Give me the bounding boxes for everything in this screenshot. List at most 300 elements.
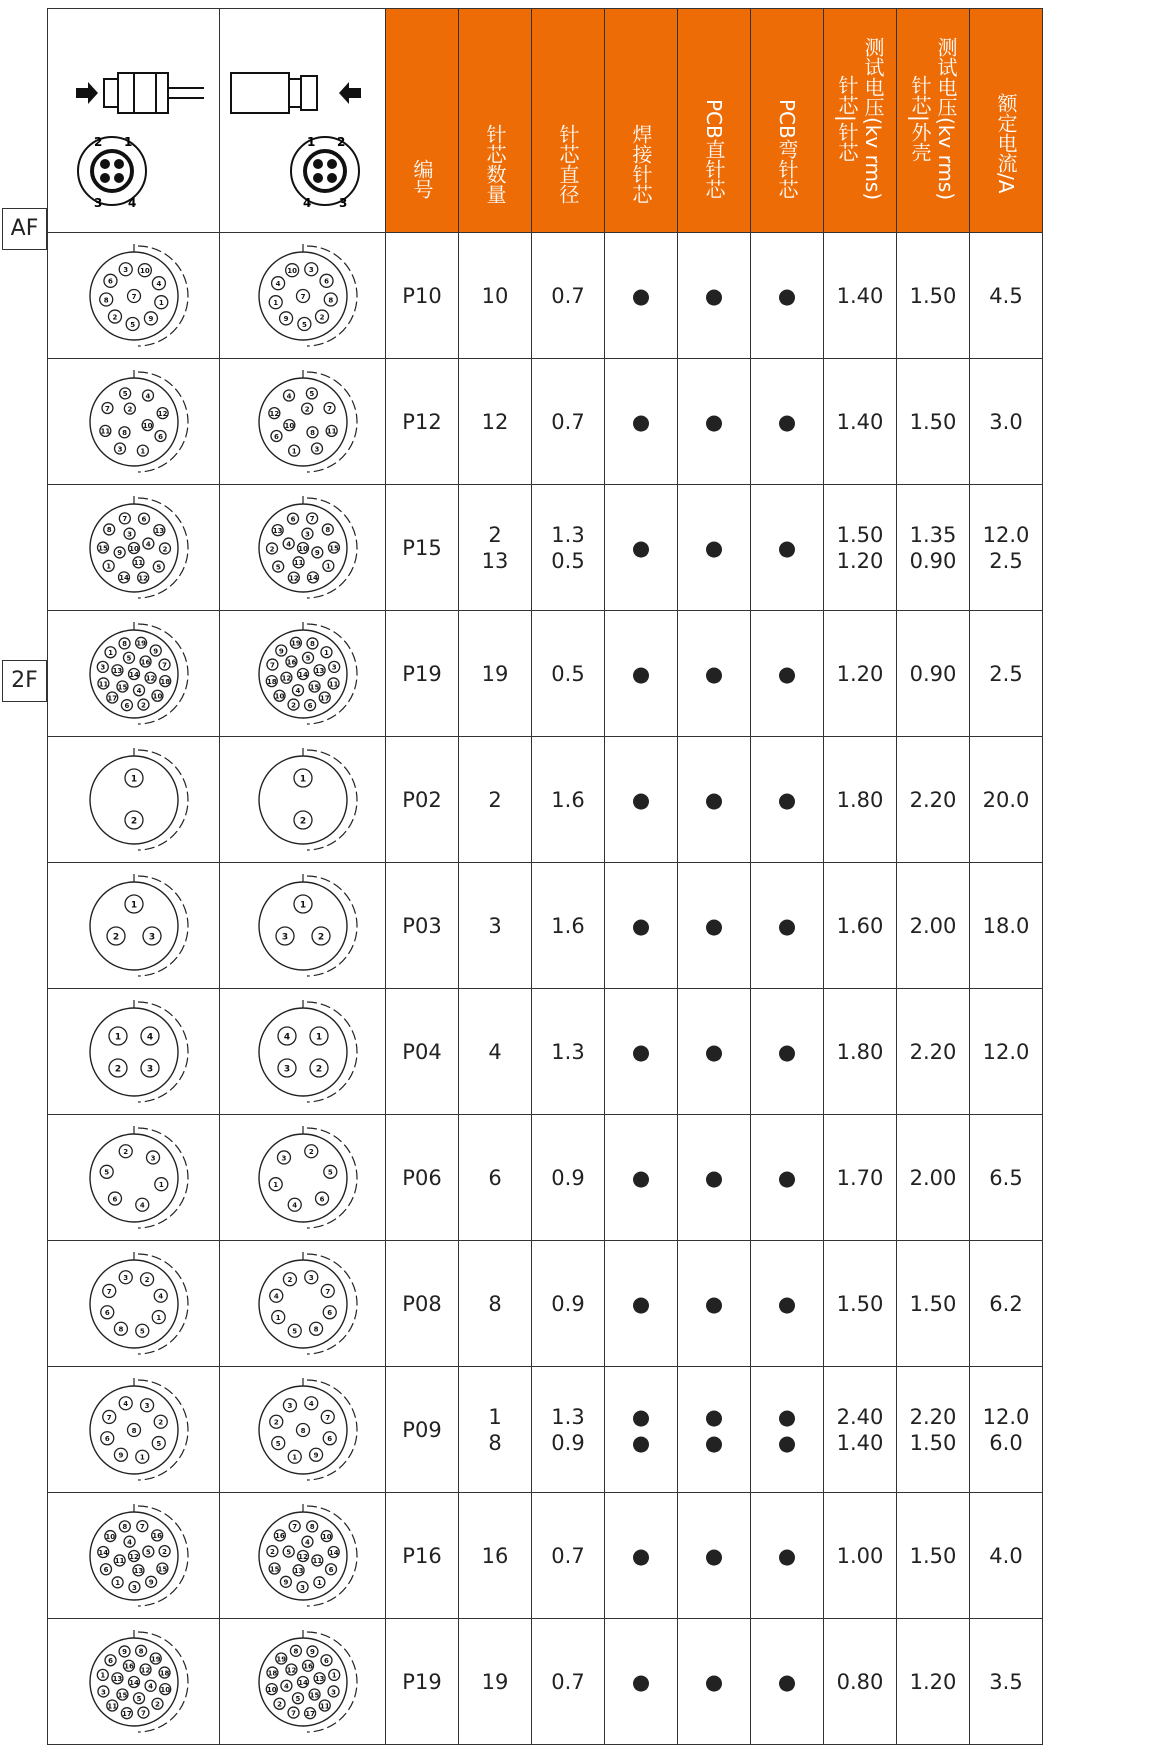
pin-number: 2 xyxy=(315,1064,322,1074)
socket-layout-cell xyxy=(220,611,386,737)
rated-current-cell xyxy=(970,1115,1043,1241)
pin-diameter-cell-value: 1.3 xyxy=(551,1039,585,1064)
pin-number: 1 xyxy=(315,1032,322,1042)
pin-number: 13 xyxy=(293,1566,303,1575)
pin-number: 1 xyxy=(323,648,329,657)
availability-dot-icon: ● xyxy=(704,409,724,434)
availability-dot-icon: ● xyxy=(631,1404,651,1429)
test-voltage-pin-pin-cell xyxy=(824,1619,897,1745)
plug-pin-layout-icon xyxy=(79,871,189,981)
pin-number: 5 xyxy=(126,654,131,663)
test-voltage-pin-pin-cell-value: 1.70 xyxy=(836,1165,884,1190)
header-diagram-socket xyxy=(220,9,386,233)
availability-dot-icon: ● xyxy=(631,1165,651,1190)
pin-number: 4 xyxy=(146,1032,153,1042)
pin-number: 4 xyxy=(147,1682,153,1691)
pin-number: 5 xyxy=(275,562,281,571)
pin-number: 5 xyxy=(327,1168,333,1177)
test-voltage-pin-shell-cell-value: 2.00 xyxy=(909,913,957,938)
pin-number: 2 xyxy=(162,544,167,553)
pin-count-cell-value: 13 xyxy=(481,548,509,573)
pin-number: 2 xyxy=(304,404,310,413)
pin-number: 6 xyxy=(123,701,129,710)
solder-pin-cell xyxy=(605,485,678,611)
pin-number: 8 xyxy=(324,525,330,534)
table-row xyxy=(48,1115,1043,1241)
pcb-straight-cell xyxy=(678,1241,751,1367)
pin-number: 10 xyxy=(321,1532,332,1541)
pcb-bent-cell xyxy=(751,1619,824,1745)
pin-number: 14 xyxy=(97,1548,108,1557)
plug-pin-layout-icon xyxy=(79,241,189,351)
pin-number: 2 xyxy=(276,1700,282,1709)
pin-number: 3 xyxy=(299,1583,305,1592)
table-row xyxy=(48,863,1043,989)
pin-number: 4 xyxy=(295,686,300,695)
pin-number: 9 xyxy=(148,1578,154,1587)
availability-dot-icon: ● xyxy=(704,787,724,812)
pin-diameter-cell xyxy=(532,737,605,863)
pin-number: 19 xyxy=(275,1654,286,1663)
solder-pin-cell xyxy=(605,359,678,485)
pin-number: 15 xyxy=(157,1564,167,1573)
header-pin-count: 针芯数量 xyxy=(459,9,532,233)
pin-number: 9 xyxy=(147,314,153,323)
plug-layout-cell xyxy=(48,863,220,989)
spec-table xyxy=(47,8,1043,1745)
test-voltage-pin-pin-cell-value: 1.40 xyxy=(836,283,884,308)
pin-number: 5 xyxy=(295,1694,300,1703)
table-row xyxy=(48,1241,1043,1367)
pcb-straight-cell xyxy=(678,359,751,485)
test-voltage-pin-shell-cell xyxy=(897,989,970,1115)
rated-current-cell-value: 4.0 xyxy=(989,1543,1023,1568)
table-row xyxy=(48,1367,1043,1493)
test-voltage-pin-shell-cell-value: 0.90 xyxy=(909,661,957,686)
pin-number: 2 xyxy=(308,1147,314,1156)
pin-number: 15 xyxy=(309,1690,319,1699)
rated-current-cell-value: 20.0 xyxy=(982,787,1030,812)
pin-number: 7 xyxy=(140,1708,146,1717)
pin-number: 1 xyxy=(155,1313,161,1322)
plug-pin-layout-icon xyxy=(79,1375,189,1485)
pin-number: 6 xyxy=(107,277,113,286)
pin-number: 9 xyxy=(278,646,284,655)
pin-number: 2 xyxy=(157,1418,163,1427)
pin-count-cell xyxy=(459,1241,532,1367)
rated-current-cell-value: 3.5 xyxy=(989,1669,1023,1694)
plug-pin-label: 1 xyxy=(123,134,132,149)
plug-pin-layout-icon xyxy=(79,1501,189,1611)
pin-number: 11 xyxy=(293,558,303,567)
pin-number: 3 xyxy=(150,1153,155,1162)
test-voltage-pin-shell-cell xyxy=(897,1493,970,1619)
pin-count-cell-value: 4 xyxy=(488,1039,502,1064)
pin-number: 3 xyxy=(148,932,155,942)
pin-number: 1 xyxy=(275,1313,281,1322)
availability-dot-icon: ● xyxy=(631,1291,651,1316)
table-row xyxy=(48,737,1043,863)
pin-diameter-cell-value: 1.6 xyxy=(551,913,585,938)
socket-pin-layout-icon xyxy=(248,1627,358,1737)
pin-diameter-cell-value: 0.7 xyxy=(551,1669,585,1694)
pcb-straight-cell xyxy=(678,1619,751,1745)
plug-pin-layout-icon xyxy=(79,619,189,729)
pin-count-cell-value: 10 xyxy=(481,283,509,308)
availability-dot-icon: ● xyxy=(777,913,797,938)
pin-count-cell xyxy=(459,359,532,485)
code-cell: P19 xyxy=(386,1619,459,1745)
pin-number: 4 xyxy=(155,279,161,288)
test-voltage-pin-shell-cell-value: 2.00 xyxy=(909,1165,957,1190)
pin-number: 4 xyxy=(308,1399,314,1408)
rated-current-cell xyxy=(970,233,1043,359)
test-voltage-pin-pin-cell xyxy=(824,233,897,359)
pin-number: 14 xyxy=(297,1678,308,1687)
availability-dot-icon: ● xyxy=(631,913,651,938)
socket-pin-layout-icon xyxy=(248,997,358,1107)
pin-count-cell-value: 3 xyxy=(488,913,502,938)
test-voltage-pin-shell-cell xyxy=(897,1367,970,1493)
pcb-bent-cell xyxy=(751,233,824,359)
header-pcb-straight: PCB直针芯 xyxy=(678,9,751,233)
pin-number: 7 xyxy=(161,660,167,669)
pin-number: 1 xyxy=(316,1578,322,1587)
pin-number: 7 xyxy=(131,292,136,301)
pcb-straight-cell xyxy=(678,989,751,1115)
test-voltage-pin-shell-cell-value: 2.20 xyxy=(909,1404,957,1429)
socket-layout-cell xyxy=(220,233,386,359)
table-row xyxy=(48,1619,1043,1745)
availability-dot-icon: ● xyxy=(777,1291,797,1316)
test-voltage-pin-pin-cell xyxy=(824,1367,897,1493)
rated-current-cell xyxy=(970,359,1043,485)
pin-number: 13 xyxy=(112,666,122,675)
pin-number: 2 xyxy=(299,816,306,826)
plug-pin-layout-icon xyxy=(79,745,189,855)
header-rated-current: 额定电流/A xyxy=(970,9,1043,233)
rated-current-cell xyxy=(970,863,1043,989)
pin-number: 1 xyxy=(107,648,113,657)
pin-number: 2 xyxy=(130,816,137,826)
test-voltage-pin-pin-cell-value: 1.60 xyxy=(836,913,884,938)
pin-number: 4 xyxy=(136,686,141,695)
pin-number: 8 xyxy=(309,428,315,437)
socket-layout-cell xyxy=(220,1115,386,1241)
rated-current-cell xyxy=(970,1367,1043,1493)
test-voltage-pin-pin-cell-value: 0.80 xyxy=(836,1669,884,1694)
pin-number: 13 xyxy=(314,1674,324,1683)
pin-number: 4 xyxy=(283,1032,290,1042)
pin-number: 5 xyxy=(305,654,310,663)
plug-pin-layout-icon xyxy=(79,997,189,1107)
code-cell: P02 xyxy=(386,737,459,863)
code-cell: P12 xyxy=(386,359,459,485)
code-cell: P10 xyxy=(386,233,459,359)
rated-current-cell-value: 4.5 xyxy=(989,283,1023,308)
pin-number: 16 xyxy=(123,1662,134,1671)
test-voltage-pin-pin-cell xyxy=(824,485,897,611)
plug-pin-layout-icon xyxy=(79,1123,189,1233)
pin-number: 7 xyxy=(324,1413,330,1422)
test-voltage-pin-shell-cell xyxy=(897,737,970,863)
pcb-straight-cell xyxy=(678,863,751,989)
pin-number: 4 xyxy=(273,1292,279,1301)
code-cell: P19 xyxy=(386,611,459,737)
pin-count-cell-value: 16 xyxy=(481,1543,509,1568)
pin-diameter-cell xyxy=(532,485,605,611)
pin-number: 3 xyxy=(122,1273,128,1282)
pin-number: 19 xyxy=(290,639,301,648)
availability-dot-icon: ● xyxy=(704,535,724,560)
plug-diagram-icon xyxy=(54,21,214,221)
test-voltage-pin-shell-cell xyxy=(897,485,970,611)
socket-pin-layout-icon xyxy=(248,1123,358,1233)
pin-number: 1 xyxy=(331,1671,337,1680)
test-voltage-pin-pin-cell-value: 1.40 xyxy=(836,409,884,434)
pin-number: 4 xyxy=(291,1201,297,1210)
test-voltage-pin-shell-cell xyxy=(897,1619,970,1745)
plug-layout-cell xyxy=(48,1619,220,1745)
pin-number: 18 xyxy=(267,1668,277,1677)
table-row xyxy=(48,233,1043,359)
pin-number: 5 xyxy=(291,1327,297,1336)
pin-number: 15 xyxy=(97,543,108,552)
availability-dot-icon: ● xyxy=(704,1669,724,1694)
rated-current-cell-value: 6.2 xyxy=(989,1291,1023,1316)
pcb-straight-cell xyxy=(678,1367,751,1493)
pin-number: 2 xyxy=(317,932,324,942)
socket-pin-layout-icon xyxy=(248,619,358,729)
test-voltage-pin-pin-cell-value: 1.00 xyxy=(836,1543,884,1568)
pin-number: 7 xyxy=(309,514,315,523)
pin-number: 14 xyxy=(328,1548,339,1557)
pin-number: 12 xyxy=(157,409,168,418)
pin-number: 3 xyxy=(331,663,337,672)
pin-diameter-cell-value: 0.9 xyxy=(551,1430,585,1455)
pin-number: 7 xyxy=(290,1708,296,1717)
pin-count-cell xyxy=(459,1367,532,1493)
socket-pin-layout-icon xyxy=(248,1501,358,1611)
table-row xyxy=(48,611,1043,737)
pin-number: 10 xyxy=(139,266,150,275)
pin-number: 7 xyxy=(104,404,110,413)
pin-number: 9 xyxy=(116,548,122,557)
pin-number: 4 xyxy=(122,1399,128,1408)
availability-dot-icon: ● xyxy=(631,1430,651,1455)
pin-number: 18 xyxy=(159,677,170,686)
socket-pin-label: 3 xyxy=(338,195,347,210)
test-voltage-pin-pin-cell xyxy=(824,611,897,737)
pin-number: 2 xyxy=(114,1064,121,1074)
pin-number: 12 xyxy=(128,1552,139,1561)
pin-count-cell xyxy=(459,485,532,611)
plug-pin-layout-icon xyxy=(79,493,189,603)
test-voltage-pin-shell-cell xyxy=(897,611,970,737)
plug-layout-cell xyxy=(48,359,220,485)
pin-count-cell xyxy=(459,233,532,359)
pin-number: 6 xyxy=(326,1434,332,1443)
pin-number: 10 xyxy=(274,692,284,701)
pin-number: 5 xyxy=(145,1547,151,1556)
pin-number: 12 xyxy=(297,1552,308,1561)
socket-pin-layout-icon xyxy=(248,1375,358,1485)
pin-number: 8 xyxy=(106,525,112,534)
pin-number: 10 xyxy=(128,544,139,553)
header-code: 编号 xyxy=(386,9,459,233)
pin-number: 3 xyxy=(314,444,319,453)
solder-pin-cell xyxy=(605,611,678,737)
code-cell: P15 xyxy=(386,485,459,611)
plug-layout-cell xyxy=(48,611,220,737)
pin-number: 14 xyxy=(297,670,308,679)
availability-dot-icon: ● xyxy=(777,1543,797,1568)
pin-number: 1 xyxy=(291,1453,297,1462)
availability-dot-icon: ● xyxy=(704,1543,724,1568)
rated-current-cell-value: 12.0 xyxy=(982,1039,1030,1064)
availability-dot-icon: ● xyxy=(777,1430,797,1455)
code-cell: P06 xyxy=(386,1115,459,1241)
socket-pin-layout-icon xyxy=(248,241,358,351)
test-voltage-pin-shell-cell-value: 1.50 xyxy=(909,1430,957,1455)
test-voltage-pin-shell-cell-value: 1.35 xyxy=(909,522,957,547)
pin-count-cell-value: 6 xyxy=(488,1165,502,1190)
code-cell: P03 xyxy=(386,863,459,989)
pin-number: 14 xyxy=(128,1678,139,1687)
plug-pin-label: 4 xyxy=(127,195,136,210)
plug-layout-cell xyxy=(48,1241,220,1367)
pin-number: 3 xyxy=(283,1064,290,1074)
pin-number: 6 xyxy=(141,514,146,523)
pin-number: 7 xyxy=(121,514,127,523)
header-test-voltage-pin-pin: 测试电压(kv rms) 针芯|针芯 xyxy=(824,9,897,233)
rated-current-cell-value: 12.0 xyxy=(982,1404,1030,1429)
pcb-bent-cell xyxy=(751,989,824,1115)
pin-number: 8 xyxy=(309,639,315,648)
pin-number: 6 xyxy=(107,1656,113,1665)
pin-number: 16 xyxy=(286,657,296,666)
pin-number: 3 xyxy=(281,1153,286,1162)
pin-number: 2 xyxy=(140,700,146,709)
pin-diameter-cell xyxy=(532,1619,605,1745)
solder-pin-cell xyxy=(605,989,678,1115)
pin-number: 11 xyxy=(328,679,338,688)
pin-number: 8 xyxy=(103,295,109,304)
pin-number: 6 xyxy=(290,514,295,523)
pin-number: 4 xyxy=(286,391,291,400)
pin-count-cell-value: 2 xyxy=(488,787,502,812)
table-row xyxy=(48,1493,1043,1619)
pin-number: 4 xyxy=(275,279,281,288)
pin-number: 3 xyxy=(286,1401,292,1410)
pin-number: 19 xyxy=(150,1654,161,1663)
solder-pin-cell xyxy=(605,863,678,989)
pin-number: 9 xyxy=(313,1451,319,1460)
pin-number: 1 xyxy=(139,1453,145,1462)
pin-number: 17 xyxy=(319,693,330,702)
pin-diameter-cell-value: 0.9 xyxy=(551,1291,585,1316)
pin-number: 15 xyxy=(117,682,127,691)
pin-count-cell xyxy=(459,989,532,1115)
pin-number: 3 xyxy=(146,1064,153,1074)
test-voltage-pin-pin-cell-value: 1.20 xyxy=(836,661,884,686)
availability-dot-icon: ● xyxy=(777,1039,797,1064)
pin-number: 4 xyxy=(145,539,151,548)
test-voltage-pin-shell-cell-value: 1.50 xyxy=(909,1291,957,1316)
pin-number: 10 xyxy=(159,1685,170,1694)
availability-dot-icon: ● xyxy=(777,661,797,686)
test-voltage-pin-pin-cell-value: 1.80 xyxy=(836,787,884,812)
pcb-bent-cell xyxy=(751,359,824,485)
rated-current-cell xyxy=(970,485,1043,611)
pin-number: 8 xyxy=(117,1325,123,1334)
test-voltage-pin-shell-cell xyxy=(897,1115,970,1241)
pin-number: 12 xyxy=(145,674,155,683)
code-cell: P04 xyxy=(386,989,459,1115)
socket-layout-cell xyxy=(220,1367,386,1493)
pin-diameter-cell-value: 1.6 xyxy=(551,787,585,812)
pin-number: 3 xyxy=(330,1687,336,1696)
pin-number: 10 xyxy=(266,1685,277,1694)
socket-layout-cell xyxy=(220,1241,386,1367)
pin-number: 2 xyxy=(286,1275,292,1284)
pin-number: 2 xyxy=(154,1700,160,1709)
header-solder-pin: 焊接针芯 xyxy=(605,9,678,233)
pin-number: 18 xyxy=(266,677,277,686)
pin-number: 15 xyxy=(269,1564,279,1573)
pin-number: 10 xyxy=(297,544,308,553)
pin-number: 12 xyxy=(286,1665,296,1674)
pin-number: 5 xyxy=(103,1168,109,1177)
pin-number: 3 xyxy=(308,265,314,274)
pin-count-cell-value: 19 xyxy=(481,1669,509,1694)
plug-layout-cell xyxy=(48,1367,220,1493)
availability-dot-icon: ● xyxy=(777,283,797,308)
pcb-straight-cell xyxy=(678,485,751,611)
availability-dot-icon: ● xyxy=(631,409,651,434)
pin-number: 16 xyxy=(151,1531,162,1540)
pin-diameter-cell-value: 0.7 xyxy=(551,283,585,308)
header-pin-diameter: 针芯直径 xyxy=(532,9,605,233)
pin-number: 3 xyxy=(131,1583,137,1592)
pin-number: 9 xyxy=(121,1647,127,1656)
pin-number: 7 xyxy=(269,660,275,669)
pin-number: 14 xyxy=(118,573,129,582)
rated-current-cell-value: 6.0 xyxy=(989,1430,1023,1455)
test-voltage-pin-pin-cell xyxy=(824,863,897,989)
pcb-straight-cell xyxy=(678,737,751,863)
pin-number: 7 xyxy=(300,292,305,301)
pin-number: 1 xyxy=(299,900,306,910)
socket-pin-label: 2 xyxy=(336,134,345,149)
pin-number: 15 xyxy=(328,543,339,552)
pin-number: 3 xyxy=(99,663,105,672)
pin-number: 6 xyxy=(323,1656,329,1665)
plug-layout-cell xyxy=(48,1493,220,1619)
pin-number: 7 xyxy=(324,1287,330,1296)
pin-number: 5 xyxy=(129,320,135,329)
pin-number: 15 xyxy=(117,1690,127,1699)
rated-current-cell xyxy=(970,1241,1043,1367)
plug-pin-label: 3 xyxy=(93,195,102,210)
solder-pin-cell xyxy=(605,1493,678,1619)
test-voltage-pin-shell-cell xyxy=(897,233,970,359)
pin-number: 5 xyxy=(275,1439,281,1448)
pin-number: 3 xyxy=(126,529,132,538)
pin-count-cell xyxy=(459,1493,532,1619)
test-voltage-pin-pin-cell xyxy=(824,737,897,863)
pin-diameter-cell-value: 1.3 xyxy=(551,522,585,547)
